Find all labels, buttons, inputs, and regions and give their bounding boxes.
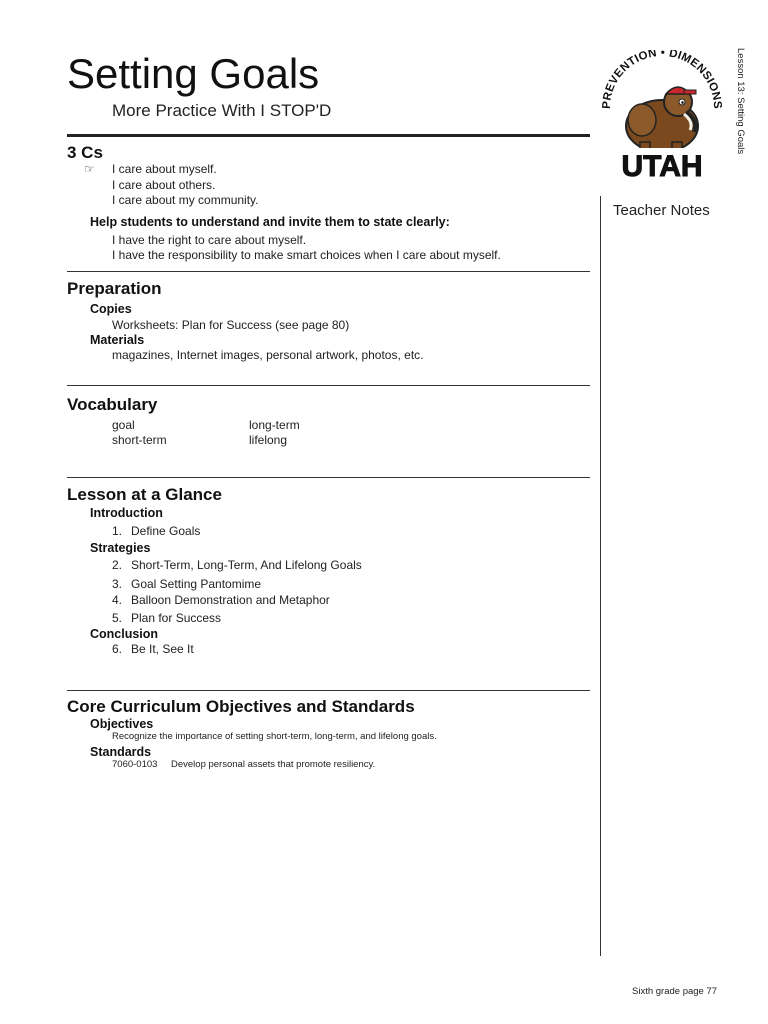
lesson-step — [112, 524, 200, 540]
lesson-step-number: 4. — [112, 593, 123, 607]
lesson-step — [112, 611, 221, 627]
logo-state-text: UTAH — [621, 150, 703, 182]
lesson-step-number: 6. — [112, 642, 123, 656]
lesson-step — [112, 593, 330, 609]
strategies-label: Strategies — [90, 541, 151, 555]
statement-item: I have the right to care about myself. — [112, 233, 307, 247]
pointing-hand-icon: ☞ — [84, 162, 95, 176]
vocab-term: short-term — [112, 433, 167, 447]
logo-arc-text: PREVENTION • DIMENSIONS — [600, 50, 724, 110]
title-divider — [67, 134, 590, 137]
vocab-term: goal — [112, 418, 135, 432]
three-cs-item: I care about others. — [112, 178, 216, 192]
lesson-step — [112, 642, 194, 658]
three-cs-item: I care about my community. — [112, 193, 259, 207]
section-divider — [67, 690, 590, 691]
materials-label: Materials — [90, 333, 145, 347]
mammoth-mascot-icon — [598, 50, 726, 182]
section-divider — [67, 271, 590, 272]
lesson-step — [112, 577, 261, 593]
core-curriculum-heading: Core Curriculum Objectives and Standards — [67, 697, 415, 716]
standard-code: 7060-0103 — [112, 759, 158, 770]
page-subtitle: More Practice With I STOP'D — [112, 101, 332, 120]
lesson-step-text: Plan for Success — [131, 611, 222, 625]
standard-item — [112, 759, 375, 771]
lesson-step-number: 3. — [112, 577, 123, 591]
preparation-heading: Preparation — [67, 279, 162, 298]
page-title: Setting Goals — [67, 50, 320, 97]
materials-text: magazines, Internet images, personal artwork, photos, etc. — [112, 348, 424, 362]
lesson-step-number: 5. — [112, 611, 123, 625]
objectives-text: Recognize the importance of setting short-term, long-term, and lifelong goals. — [112, 731, 437, 742]
lesson-step-text: Short-Term, Long-Term, And Lifelong Goals — [131, 558, 362, 572]
lesson-step — [112, 558, 362, 574]
lesson-step-number: 2. — [112, 558, 123, 572]
copies-label: Copies — [90, 302, 132, 316]
copies-text: Worksheets: Plan for Success (see page 80) — [112, 318, 350, 332]
lesson-step-text: Balloon Demonstration and Metaphor — [131, 593, 330, 607]
lesson-step-text: Be It, See It — [131, 642, 194, 656]
help-students-heading: Help students to understand and invite them to state clearly: — [90, 215, 450, 229]
prevention-dimensions-logo — [598, 50, 726, 182]
vocab-term: lifelong — [249, 433, 288, 447]
standards-label: Standards — [90, 745, 152, 759]
lesson-step-text: Define Goals — [131, 524, 201, 538]
three-cs-item: I care about myself. — [112, 162, 217, 176]
teacher-notes-label: Teacher Notes — [613, 202, 710, 219]
statement-item: I have the responsibility to make smart choices when I care about myself. — [112, 248, 501, 262]
section-divider — [67, 385, 590, 386]
lesson-step-number: 1. — [112, 524, 123, 538]
lesson-side-tab-label: Lesson 13: Setting Goals — [735, 48, 746, 155]
teacher-notes-divider — [600, 196, 601, 956]
page-number: Sixth grade page 77 — [632, 986, 718, 997]
introduction-label: Introduction — [90, 506, 163, 520]
vocab-term: long-term — [249, 418, 300, 432]
lesson-glance-heading: Lesson at a Glance — [67, 485, 222, 504]
section-divider — [67, 477, 590, 478]
lesson-side-tab — [734, 48, 748, 164]
standard-text: Develop personal assets that promote resiliency. — [171, 759, 376, 770]
lesson-step-text: Goal Setting Pantomime — [131, 577, 262, 591]
vocabulary-heading: Vocabulary — [67, 395, 158, 414]
three-cs-heading: 3 Cs — [67, 143, 103, 162]
conclusion-label: Conclusion — [90, 627, 159, 641]
objectives-label: Objectives — [90, 717, 154, 731]
